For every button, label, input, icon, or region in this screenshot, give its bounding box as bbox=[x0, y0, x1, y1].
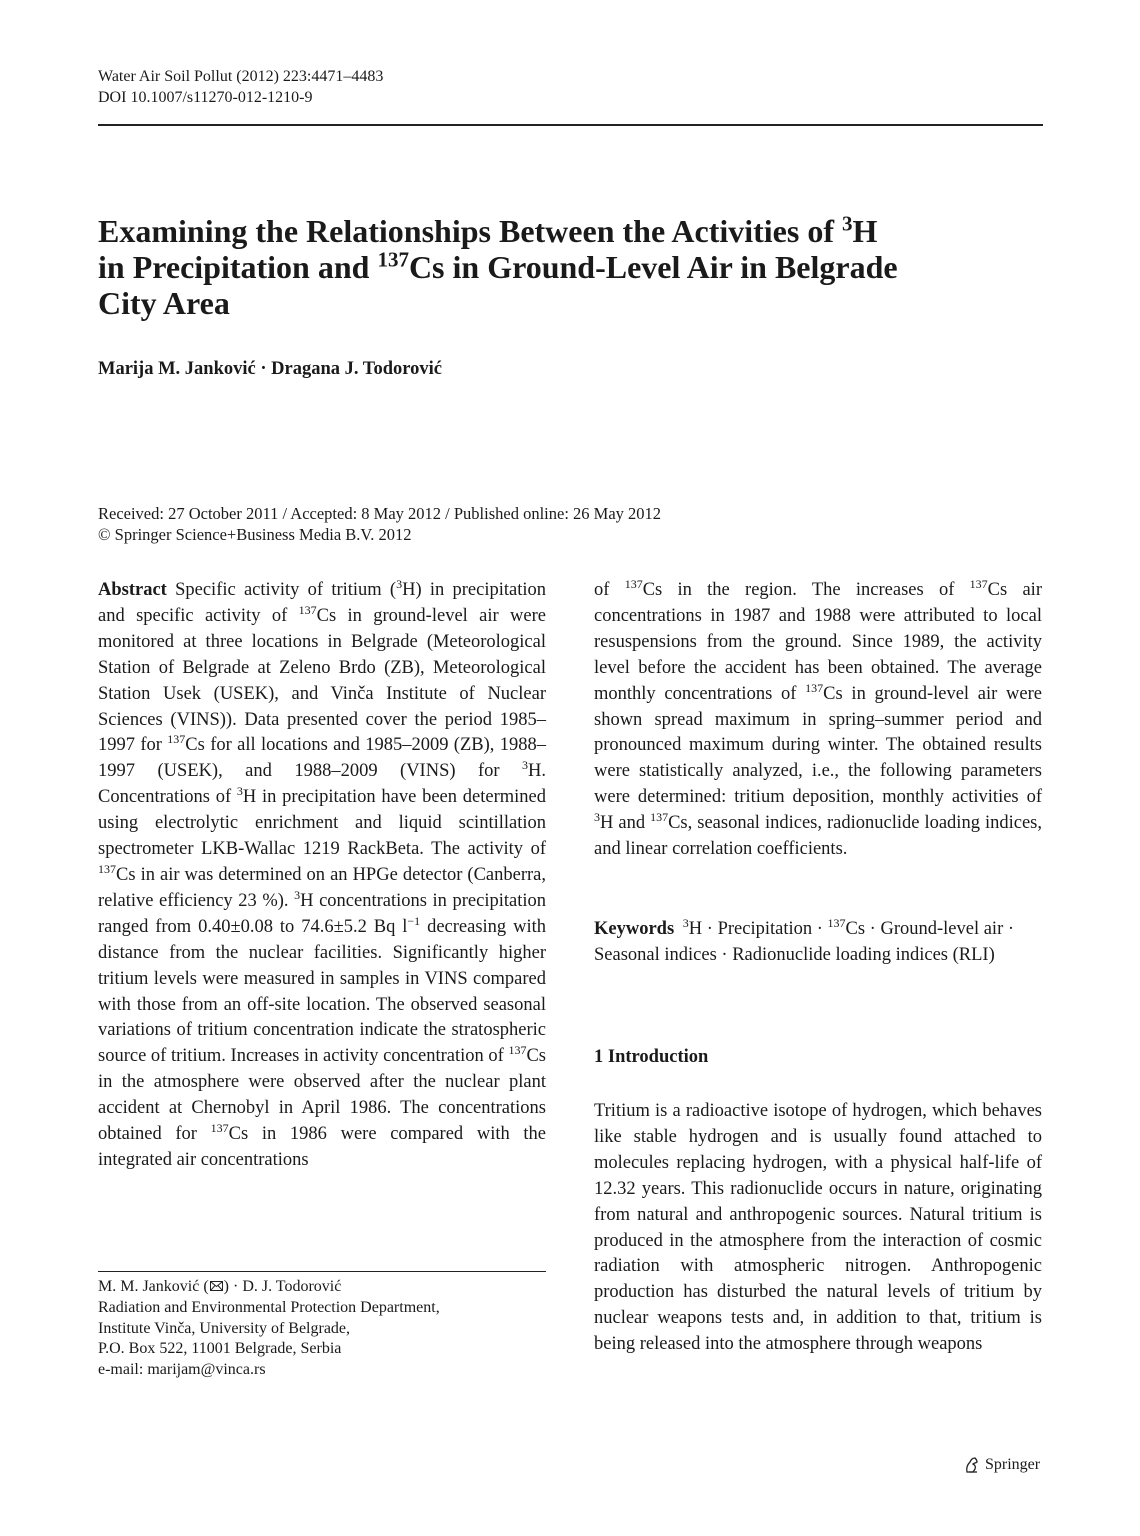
footnote-rule bbox=[98, 1271, 546, 1272]
section-heading: 1 Introduction bbox=[594, 1047, 709, 1067]
affiliation bbox=[98, 1277, 440, 1381]
sup: 137 bbox=[805, 680, 824, 695]
affiliation-dept: Radiation and Environmental Protection Department, bbox=[98, 1298, 440, 1316]
title-text: Cs in Ground-Level Air in Belgrade bbox=[408, 249, 898, 285]
sup: 3 bbox=[236, 784, 243, 799]
abstract-text: H in precipitation have been determined using electrolytic enrichment and liquid scintillation spectrometer LKB-Wallac 1219 RackBeta. The activity of bbox=[98, 787, 546, 860]
sup: 3 bbox=[396, 576, 403, 591]
abstract-text: H. Concentrations of bbox=[98, 761, 546, 808]
keywords-label: Keywords bbox=[594, 919, 675, 939]
title-text: Examining the Relationships Between the Activities of bbox=[98, 213, 842, 249]
intro-paragraph: Tritium is a radioactive isotope of hydrogen, which behaves like stable hydrogen and is usually found attached to molecules replacing hydrogen, with a physical half-life of 12.32 years. This radionuclide occurs in nature, originating from natural and anthropogenic sources. Natural tritium is produced in the atmosphere from the interaction of cosmic radiation with atmospheric nitrogen. Anthropogenic production has disturbed the natural levels of tritium by nuclear weapons tests and, in addition to that, tritium is being released into the atmosphere through weapons bbox=[594, 1101, 1042, 1355]
sup: 3 bbox=[522, 758, 528, 773]
keywords bbox=[594, 916, 1042, 968]
author-names: ) · D. J. Todorović bbox=[223, 1278, 342, 1295]
author-names: M. M. Janković ( bbox=[98, 1278, 209, 1295]
springer-horse-icon bbox=[963, 1456, 981, 1474]
history-dates: Received: 27 October 2011 / Accepted: 8 May 2012 / Published online: 26 May 2012 bbox=[98, 504, 662, 523]
abstract-label: Abstract bbox=[98, 580, 167, 600]
sup: 137 bbox=[969, 576, 988, 591]
sup: 137 bbox=[650, 810, 669, 824]
sup: 137 bbox=[624, 576, 643, 591]
abstract-text: Specific activity of tritium ( bbox=[166, 580, 397, 600]
abstract-right bbox=[594, 578, 1042, 863]
journal-doi: DOI 10.1007/s11270-012-1210-9 bbox=[98, 89, 313, 106]
copyright: © Springer Science+Business Media B.V. 2012 bbox=[98, 525, 412, 544]
sup: 137 bbox=[210, 1120, 229, 1135]
affiliation-email[interactable]: e-mail: marijam@vinca.rs bbox=[98, 1361, 266, 1379]
journal-citation: Water Air Soil Pollut (2012) 223:4471–4483 bbox=[98, 68, 384, 85]
abstract-text: Cs in the region. The increases of bbox=[642, 580, 970, 600]
title-text: in Precipitation and bbox=[98, 249, 378, 285]
article-title bbox=[98, 213, 1028, 321]
abstract-text: decreasing with distance from the nuclear facilities. Significantly higher tritium levels were measured in samples in VINS compared with those from an off-site location. The observed seasonal variations of tritium concentration indicate the stratospheric source of tritium. Increases in activity concentration of bbox=[98, 916, 546, 1067]
abstract-text: Cs in the atmosphere were observed after the nuclear plant accident at Chernobyl in April 1986. The concentrations obtained for bbox=[98, 1046, 546, 1145]
affiliation-addr: P.O. Box 522, 11001 Belgrade, Serbia bbox=[98, 1340, 342, 1358]
sup: 137 bbox=[827, 915, 846, 930]
title-sup: 137 bbox=[377, 247, 409, 272]
abstract-text: Cs in 1986 were compared with the integrated air concentrations bbox=[98, 1124, 547, 1170]
sup: 137 bbox=[508, 1043, 527, 1058]
title-sup: 3 bbox=[841, 211, 853, 236]
sup: 137 bbox=[298, 602, 317, 617]
abstract-text: Cs, seasonal indices, radionuclide loading indices, and linear correlation coefficients. bbox=[594, 813, 1042, 860]
sup: 137 bbox=[98, 861, 116, 876]
abstract-text: Cs in ground-level air were monitored at three locations in Belgrade (Meteorological Station of Belgrade at Zeleno Brdo (ZB), Meteorological Station Usek (USEK), and Vinča Institute of Nuclear Sciences (VINS)). Data presented cover the period 1985–1997 for bbox=[98, 605, 546, 756]
publisher-logo bbox=[963, 1456, 1040, 1474]
abstract-text: Cs in ground-level air were shown spread maximum in spring–summer period and pronounced maximum during winter. The obtained results were statistically analyzed, i.e., the following parameters were determined: tritium deposition, monthly activities of bbox=[594, 683, 1042, 808]
publisher-name: Springer bbox=[985, 1456, 1041, 1473]
abstract-text: H) in precipitation and specific activity of bbox=[98, 580, 547, 626]
journal-header bbox=[98, 66, 383, 108]
keywords-text: Cs · Ground-level air · Seasonal indices · Radionuclide loading indices (RLI) bbox=[594, 919, 1015, 965]
sup: −1 bbox=[407, 913, 421, 928]
title-text: H bbox=[852, 213, 878, 249]
article-history bbox=[98, 503, 661, 545]
authors: Marija M. Janković · Dragana J. Todorović bbox=[98, 359, 442, 379]
header-rule bbox=[98, 124, 1043, 126]
title-text: City Area bbox=[98, 285, 230, 321]
keywords-text: H · Precipitation · bbox=[688, 919, 828, 939]
sup: 137 bbox=[167, 732, 186, 747]
sup: 3 bbox=[294, 887, 301, 902]
abstract-text: H concentrations in precipitation ranged from 0.40±0.08 to 74.6±5.2 Bq l bbox=[98, 890, 546, 937]
abstract-text: H and bbox=[600, 813, 651, 834]
affiliation-inst: Institute Vinča, University of Belgrade, bbox=[98, 1319, 351, 1337]
abstract-text: Cs air concentrations in 1987 and 1988 were attributed to local resuspensions from the ground. Since 1989, the activity level before the accident has been obtained. The average monthly concentrations of bbox=[594, 580, 1042, 704]
sup: 3 bbox=[594, 810, 600, 824]
abstract-left bbox=[98, 578, 546, 1174]
envelope-icon bbox=[210, 1281, 223, 1291]
abstract-text: Cs for all locations and 1985–2009 (ZB), 1988–1997 (USEK), and 1988–2009 (VINS) for bbox=[98, 735, 546, 782]
sup: 3 bbox=[682, 915, 689, 930]
abstract-text: of bbox=[594, 580, 625, 600]
abstract-text: Cs in air was determined on an HPGe detector (Canberra, relative efficiency 23 %). bbox=[98, 864, 546, 911]
